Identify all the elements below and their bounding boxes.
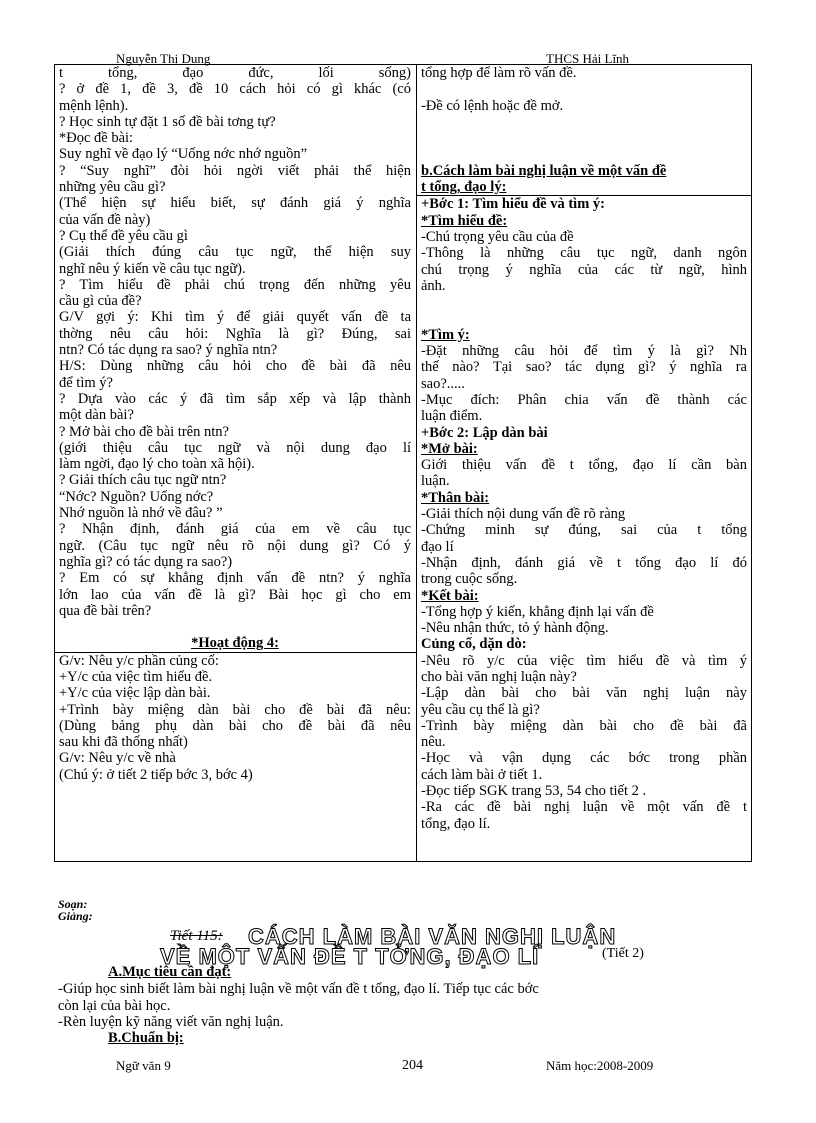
table-line: -Mục đích: Phân chia vấn đề thành các bbox=[421, 391, 747, 408]
table-line: ? “Suy nghĩ” đòi hỏi ngời viết phải thể hiện bbox=[59, 162, 411, 179]
table-line: -Đề có lệnh hoặc đề mở. bbox=[421, 97, 564, 114]
table-line: *Tìm ý: bbox=[421, 326, 470, 343]
table-line: (Thể hiện sự hiểu biết, sự đánh giá ý nghĩa bbox=[59, 195, 411, 212]
table-line: +Bớc 2: Lập dàn bài bbox=[421, 424, 548, 441]
table-line: ? Nhận định, đánh giá của em về câu tục bbox=[59, 521, 411, 538]
table-line: mệnh lệnh). bbox=[59, 97, 129, 114]
section-b-heading: B.Chuẩn bị: bbox=[108, 1030, 184, 1046]
table-line: ? Học sinh tự đặt 1 số đề bài tơng tự? bbox=[59, 113, 276, 130]
table-line: luận. bbox=[421, 473, 450, 490]
table-line: *Thân bài: bbox=[421, 489, 490, 506]
table-line: qua đề bài trên? bbox=[59, 602, 152, 619]
table-line: *Mở bài: bbox=[421, 440, 478, 457]
table-line: -Nêu nhận thức, tỏ ý hành động. bbox=[421, 620, 609, 637]
table-line: nghĩa gì? có tác dụng ra sao?) bbox=[59, 553, 233, 570]
header-school: THCS Hải Lĩnh bbox=[546, 51, 630, 66]
lesson-title-block bbox=[160, 924, 690, 984]
table-line: -Học và vận dụng các bớc trong phần bbox=[421, 750, 747, 767]
objective-paragraph-2: -Rèn luyện kỹ năng viết văn nghị luận. bbox=[58, 1014, 284, 1030]
table-line: -Đặt những câu hỏi để tìm ý là gì? Nh bbox=[421, 343, 747, 360]
table-line: -Giải thích nội dung vấn đề rõ ràng bbox=[421, 506, 626, 523]
table-line: -Nhận định, đánh giá về t tổng đạo lí đó bbox=[421, 554, 747, 571]
objective-line: còn lại của bài học. bbox=[58, 997, 171, 1014]
table-line: -Chú trọng yêu cầu của đề bbox=[421, 228, 574, 245]
table-line: +Trình bày miệng dàn bài cho đề bài đã nêu: bbox=[59, 701, 411, 718]
table-line: tổng hợp để làm rõ vấn đề. bbox=[421, 65, 577, 81]
teacher-student-activity-column bbox=[59, 65, 411, 783]
table-line: +Bớc 1: Tìm hiểu đề và tìm ý: bbox=[421, 196, 605, 213]
table-line: G/v: Nêu y/c về nhà bbox=[59, 750, 176, 767]
table-line: (Dùng bảng phụ dàn bài cho đề bài đã nêu bbox=[59, 717, 411, 734]
table-line: ngữ. (Câu tục ngữ nêu rõ nội dung gì? Có ý bbox=[59, 537, 411, 554]
table-line: G/v: Nêu y/c phần củng cố: bbox=[59, 652, 219, 669]
table-line: cho bài văn nghị luận này? bbox=[421, 668, 577, 685]
table-line: *Tìm hiểu đề: bbox=[421, 212, 508, 229]
table-line: ? Giải thích câu tục ngữ ntn? bbox=[59, 472, 227, 489]
table-line: Nhớ nguồn là nhớ về đâu? ” bbox=[59, 505, 223, 522]
table-line: -Tổng hợp ý kiến, khẳng định lại vấn đề bbox=[421, 603, 654, 620]
table-line: luận điểm. bbox=[421, 408, 483, 425]
table-line: nghĩ nêu ý kiến về câu tục ngữ). bbox=[59, 260, 246, 277]
table-line: cầu gì của đề? bbox=[59, 293, 142, 310]
table-line: thờng nêu câu hỏi: Nghĩa là gì? Đúng, sai bbox=[59, 325, 411, 342]
table-line bbox=[421, 310, 747, 326]
table-divider bbox=[416, 65, 417, 861]
table-line: ? Dựa vào các ý đã tìm sắp xếp và lập thành bbox=[59, 390, 411, 407]
table-line: H/S: Dùng những câu hỏi cho đề bài đã nêu bbox=[59, 358, 411, 375]
table-line: lớn lao của vấn đề là gì? Bài học gì cho em bbox=[59, 586, 411, 603]
table-line: *Kết bài: bbox=[421, 587, 479, 604]
table-line: yêu cầu cụ thể là gì? bbox=[421, 701, 540, 718]
table-line: t tổng, đạo lý: bbox=[421, 179, 507, 196]
table-line: của vấn đề này) bbox=[59, 211, 151, 228]
lesson-table bbox=[54, 64, 752, 862]
table-line: -Nêu rõ y/c của việc tìm hiểu đề và tìm ý bbox=[421, 652, 747, 669]
table-line: nêu. bbox=[421, 734, 446, 751]
table-line: ? Mở bài cho đề bài trên ntn? bbox=[59, 423, 229, 440]
lesson-title-line1: CÁCH LÀM BÀI VĂN NGHỊ LUẬN bbox=[248, 924, 617, 949]
header-author: Nguyễn Thị Dung bbox=[116, 51, 211, 66]
table-line: thế nào? Tại sao? tác dụng gì? ý nghĩa ra bbox=[421, 359, 747, 376]
section-a-heading: A.Mục tiêu cần đạt: bbox=[108, 964, 232, 980]
table-line: ? Em có sự khẳng định vấn đề ntn? ý nghĩa bbox=[59, 570, 411, 587]
content-column bbox=[421, 65, 747, 832]
table-line: sau khi đã thống nhất) bbox=[59, 734, 188, 751]
table-line: *Hoạt động 4: bbox=[191, 635, 279, 652]
table-line: t tổng, đạo đức, lối sống) bbox=[59, 65, 411, 81]
table-line bbox=[421, 294, 747, 310]
table-line: ? Tìm hiểu đề phải chú trọng đến những yêu bbox=[59, 276, 411, 293]
footer-subject: Ngữ văn 9 bbox=[116, 1058, 171, 1073]
table-line: ảnh. bbox=[421, 277, 446, 294]
table-line: -Ra các đề bài nghị luận về một vấn đề t bbox=[421, 799, 747, 816]
table-line: một dàn bài? bbox=[59, 407, 134, 424]
table-line bbox=[59, 619, 411, 635]
lesson-part: (Tiết 2) bbox=[602, 946, 644, 961]
objective-paragraph-1 bbox=[58, 981, 756, 1014]
table-line bbox=[421, 114, 747, 130]
table-line: G/V gợi ý: Khi tìm ý để giải quyết vấn đề ta bbox=[59, 309, 411, 326]
soan-label: Soạn: bbox=[58, 897, 88, 911]
table-line: (Giải thích đúng câu tục ngữ, thể hiện suy bbox=[59, 244, 411, 261]
footer-page-number: 204 bbox=[402, 1058, 423, 1073]
table-line: ntn? Có tác dụng ra sao? ý nghĩa ntn? bbox=[59, 342, 278, 359]
table-line: ? Cụ thể đề yêu cầu gì bbox=[59, 227, 188, 244]
table-line: sao?..... bbox=[421, 375, 465, 392]
table-line bbox=[421, 130, 747, 146]
lesson-title-line2: VỀ MỘT VẤN ĐỀ T TỞNG, ĐẠO LÍ bbox=[160, 944, 540, 969]
table-line: làm ngời, đạo lý cho toàn xã hội). bbox=[59, 456, 255, 473]
table-line: trong cuộc sống. bbox=[421, 571, 518, 588]
lesson-dates bbox=[58, 898, 93, 922]
table-line: chú trọng ý nghĩa của các từ ngữ, hình bbox=[421, 261, 747, 278]
table-line: -Thông là những câu tục ngữ, danh ngôn bbox=[421, 245, 747, 262]
lesson-number: Tiết 115: bbox=[170, 928, 223, 944]
objective-line: -Giúp học sinh biết làm bài nghị luận về một vấn đề t tổng, đạo lí. Tiếp tục các bớc bbox=[58, 981, 539, 997]
table-line: (giới thiệu câu tục ngữ và nội dung đạo lí bbox=[59, 439, 411, 456]
table-line: +Y/c của việc lập dàn bài. bbox=[59, 685, 211, 702]
table-line: +Y/c của việc tìm hiểu đề. bbox=[59, 668, 213, 685]
table-line: tổng, đạo lí. bbox=[421, 815, 491, 832]
table-line: b.Cách làm bài nghị luận về một vấn đề bbox=[421, 162, 667, 179]
table-line: cách làm bài ở tiết 1. bbox=[421, 766, 543, 783]
table-line: Củng cố, dặn dò: bbox=[421, 636, 527, 653]
table-line: -Đọc tiếp SGK trang 53, 54 cho tiết 2 . bbox=[421, 783, 647, 800]
table-line: “Nớc? Nguồn? Uống nớc? bbox=[59, 488, 214, 505]
footer-school-year: Năm học:2008-2009 bbox=[546, 1058, 654, 1073]
table-line: để tìm ý? bbox=[59, 374, 113, 391]
giang-label: Giảng: bbox=[58, 909, 93, 923]
table-line: Giới thiệu vấn đề t tổng, đạo lí cần bàn bbox=[421, 457, 747, 474]
table-line: *Đọc đề bài: bbox=[59, 130, 134, 147]
table-line: -Lập dàn bài cho bài văn nghị luận này bbox=[421, 685, 747, 702]
table-line bbox=[421, 81, 747, 97]
table-line: -Trình bày miệng dàn bài cho đề bài đã bbox=[421, 717, 747, 734]
table-line bbox=[421, 146, 747, 162]
table-line: Suy nghĩ về đạo lý “Uống nớc nhớ nguồn” bbox=[59, 146, 308, 163]
table-line: -Chứng minh sự đúng, sai của t tổng bbox=[421, 522, 747, 539]
table-line: những yêu cầu gì? bbox=[59, 179, 166, 196]
table-line: đạo lí bbox=[421, 538, 454, 555]
table-line: ? ở đề 1, đề 3, đề 10 cách hỏi có gì khác (có bbox=[59, 81, 411, 98]
table-line: (Chú ý: ở tiết 2 tiếp bớc 3, bớc 4) bbox=[59, 766, 253, 783]
